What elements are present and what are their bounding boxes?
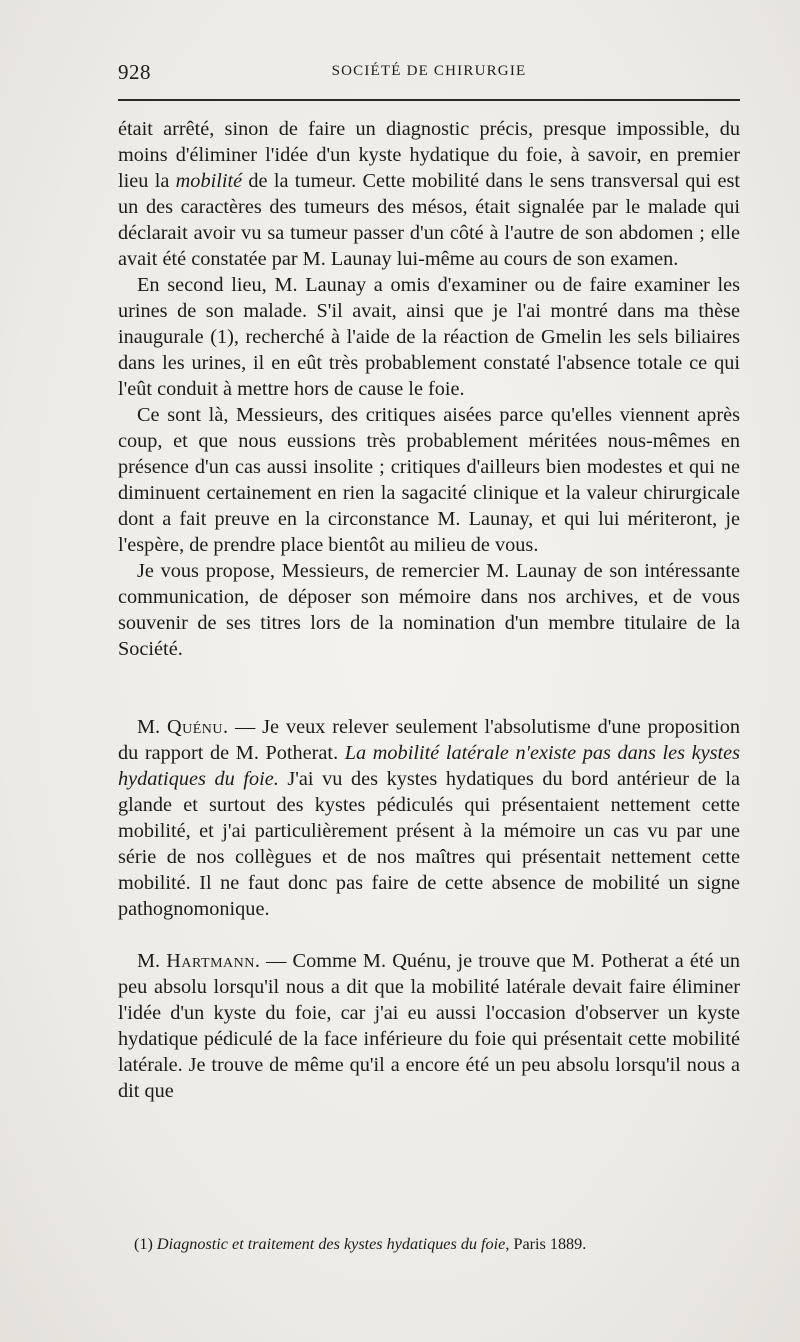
speaker-prefix: M. xyxy=(137,716,167,738)
paragraph-quenu-text-cont: J'ai vu des kystes hydatiques du bord antérieur de la glande et surtout des kystes pédiculés qui présentaient nettement cette mobilité, et j'ai particulièrement présent à la mémoire un cas vu par une série de nos collègues et de nos maîtres qui présentait nettement cette mobilité. Il ne faut donc pas faire de cette absence de mobilité un signe pathognomonique. xyxy=(118,768,740,920)
speaker-name-quenu: Quénu xyxy=(167,716,224,738)
page-number: 928 xyxy=(118,60,151,84)
speaker-name-hartmann: Hartmann xyxy=(166,950,255,972)
page-header xyxy=(118,60,740,86)
footnote-rest: , Paris 1889. xyxy=(505,1235,587,1253)
paragraph-quenu xyxy=(118,714,740,922)
paragraph-quenu-emphasis: La mobilité latérale n'existe pas dans les kystes hydatiques du foie. xyxy=(118,742,740,790)
body-text xyxy=(118,116,740,1104)
paragraph-1-text-cont: de la tumeur. Cette mobilité dans le sens transversal qui est un des caractères des tumeurs des mésos, était signalée par le malade qui déclarait avoir vu sa tumeur passer d'un côté à l'autre de son abdomen ; elle avait été constatée par M. Launay lui-même au cours de son examen. xyxy=(118,170,740,270)
paragraph-1 xyxy=(118,116,740,272)
paragraph-3: Ce sont là, Messieurs, des critiques aisées parce qu'elles viennent après coup, et que nous eussions très probablement méritées nous-mêmes en présence d'un cas aussi insolite ; critiques d'ailleurs bien modestes et qui ne diminuent certainement en rien la sagacité clinique et la valeur chirurgicale dont a fait preuve en la circonstance M. Launay, et qui lui mériteront, je l'espère, de prendre place bientôt au milieu de vous. xyxy=(118,404,740,556)
footnote-title: Diagnostic et traitement des kystes hydatiques du foie xyxy=(156,1235,506,1253)
paragraph-hartmann-text: . — Comme M. Quénu, je trouve que M. Potherat a été un peu absolu lorsqu'il nous a dit que la mobilité latérale devait faire éliminer l'idée d'un kyste du foie, car j'ai eu aussi l'occasion d'observer un kyste hydatique pédiculé de la face inférieure du foie qui présentait cette mobilité latérale. Je trouve de même qu'il a encore été un peu absolu lorsqu'il nous a dit que xyxy=(118,950,740,1102)
paragraph-4: Je vous propose, Messieurs, de remercier M. Launay de son intéressante communication, de déposer son mémoire dans nos archives, et de vous souvenir de ses titres lors de la nomination d'un membre titulaire de la Société. xyxy=(118,560,740,660)
footnote xyxy=(134,1232,740,1256)
paragraph-2: En second lieu, M. Launay a omis d'examiner ou de faire examiner les urines de son malade. S'il avait, ainsi que je l'ai montré dans ma thèse inaugurale (1), recherché à l'aide de la réaction de Gmelin les sels biliaires dans les urines, il en eût très probablement constaté l'absence totale ce qui l'eût conduit à mettre hors de cause le foie. xyxy=(118,274,740,400)
speaker-prefix: M. xyxy=(137,950,167,972)
paragraph-1-emphasis: mobilité xyxy=(175,170,243,192)
running-title: SOCIÉTÉ DE CHIRURGIE xyxy=(331,63,527,79)
header-rule xyxy=(118,99,740,101)
footnote-marker: (1) xyxy=(134,1235,157,1253)
paragraph-hartmann xyxy=(118,948,740,1104)
paragraph-1-text: était arrêté, sinon de faire un diagnostic précis, presque impossible, du moins d'éliminer l'idée d'un kyste hydatique du foie, à savoir, en premier lieu la xyxy=(118,118,740,192)
paragraph-quenu-text: . — Je veux relever seulement l'absolutisme d'une proposition du rapport de M. Potherat. xyxy=(118,716,740,764)
